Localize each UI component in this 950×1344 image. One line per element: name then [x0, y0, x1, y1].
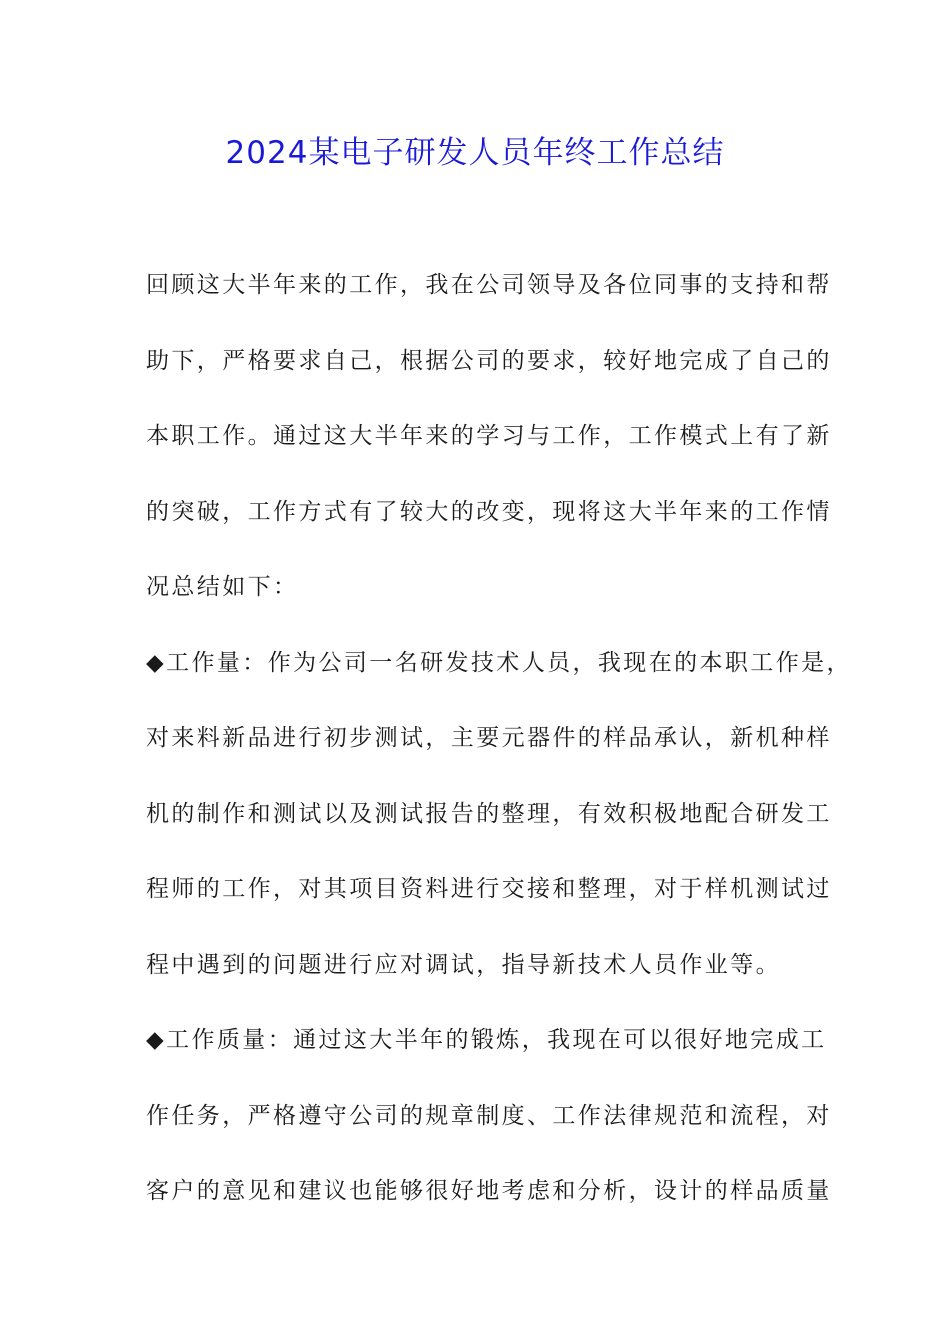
body-line: 客户的意见和建议也能够很好地考虑和分析，设计的样品质量 [146, 1178, 832, 1204]
body-line: 的突破，工作方式有了较大的改变，现将这大半年来的工作情 [146, 498, 832, 525]
body-line: 对来料新品进行初步测试，主要元器件的样品承认，新机种样 [146, 725, 832, 751]
body-line: 助下，严格要求自己，根据公司的要求，较好地完成了自己的 [146, 347, 832, 374]
body-line: 回顾这大半年来的工作，我在公司领导及各位同事的支持和帮 [146, 272, 832, 298]
document-title: 2024某电子研发人员年终工作总结 [225, 135, 725, 171]
body-line: 程师的工作，对其项目资料进行交接和整理，对于样机测试过 [146, 876, 832, 902]
body-line: 机的制作和测试以及测试报告的整理，有效积极地配合研发工 [146, 800, 832, 827]
body-line: ◆工作量：作为公司一名研发技术人员，我现在的本职工作是， [146, 649, 852, 676]
document-body [146, 260, 852, 1242]
body-line: 作任务，严格遵守公司的规章制度、工作法律规范和流程，对 [146, 1102, 832, 1129]
body-line: 本职工作。通过这大半年来的学习与工作，工作模式上有了新 [146, 423, 832, 449]
body-line: ◆工作质量：通过这大半年的锻炼，我现在可以很好地完成工 [146, 1027, 827, 1053]
body-line: 况总结如下： [146, 574, 299, 600]
body-line: 程中遇到的问题进行应对调试，指导新技术人员作业等。 [146, 951, 781, 978]
